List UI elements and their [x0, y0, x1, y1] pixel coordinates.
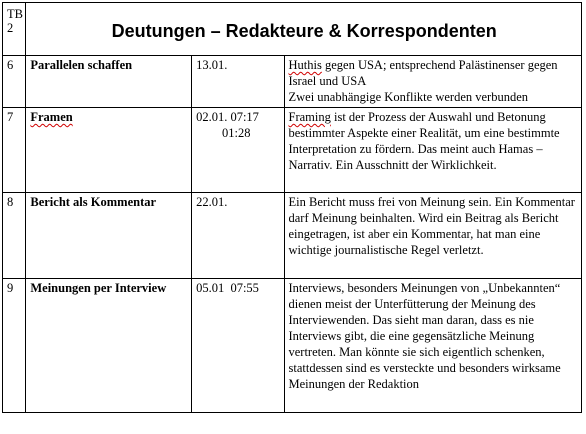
row-date: 13.01. — [192, 56, 284, 108]
table-row — [3, 193, 582, 279]
row-text-rest: ist der Prozess der Auswahl und Betonung bestimmter Aspekte einer Realität, um eine bestimmte Interpretation zu fördern. Das meint auch Hamas – Narrativ. Ein Ausschnitt der Wirklichkeit. — [288, 110, 560, 172]
row-name-cell — [26, 108, 192, 193]
row-date: 05.01 07:55 — [192, 279, 284, 413]
table-row — [3, 56, 582, 108]
row-text: Ein Bericht muss frei von Meinung sein. Ein Kommentar darf Meinung beinhalten. Wird ein Beitrag als Bericht eingetragen, ist aber ein Kommentar, hat man eine wichtige journalistische Regel verletzt. — [284, 193, 582, 279]
interpretations-table — [2, 2, 582, 413]
row-date-cell — [192, 108, 284, 193]
table-title: Deutungen – Redakteure & Korrespondenten — [26, 3, 582, 56]
row-text: Interviews, besonders Meinungen von „Unbekannten“ dienen meist der Unterfütterung der Meinung des Interviewenden. Das sieht man daran, dass es nie Interviews gibt, die eine gegensätzliche Meinung vertreten. Man könnte sie sich eigentlich schenken, stattdessen sind es versteckte und besonders wirksame Meinungen der Redaktion — [284, 279, 582, 413]
row-text — [284, 56, 582, 108]
row-date: 22.01. — [192, 193, 284, 279]
row-text — [284, 108, 582, 193]
tb-number: 2 — [7, 21, 14, 35]
row-number: 9 — [3, 279, 26, 413]
row-text-line: Zwei unabhängige Konflikte werden verbunden — [288, 90, 529, 104]
row-text-rest: gegen USA; entsprechend Palästinenser gegen Israel und USA — [288, 58, 558, 88]
row-number: 6 — [3, 56, 26, 108]
row-date: 02.01. 07:17 — [196, 110, 259, 124]
table-row — [3, 279, 582, 413]
row-number: 8 — [3, 193, 26, 279]
spellcheck-word: Framing — [288, 110, 331, 124]
spellcheck-word: Huthis — [288, 58, 322, 72]
row-number: 7 — [3, 108, 26, 193]
row-name: Meinungen per Interview — [26, 279, 192, 413]
row-name: Framen — [30, 110, 73, 124]
row-name: Bericht als Kommentar — [26, 193, 192, 279]
table-row — [3, 108, 582, 193]
header-row — [3, 3, 582, 56]
row-name: Parallelen schaffen — [26, 56, 192, 108]
tb-label: TB — [7, 7, 23, 21]
row-time: 01:28 — [222, 126, 251, 140]
tb-label-cell — [3, 3, 26, 56]
